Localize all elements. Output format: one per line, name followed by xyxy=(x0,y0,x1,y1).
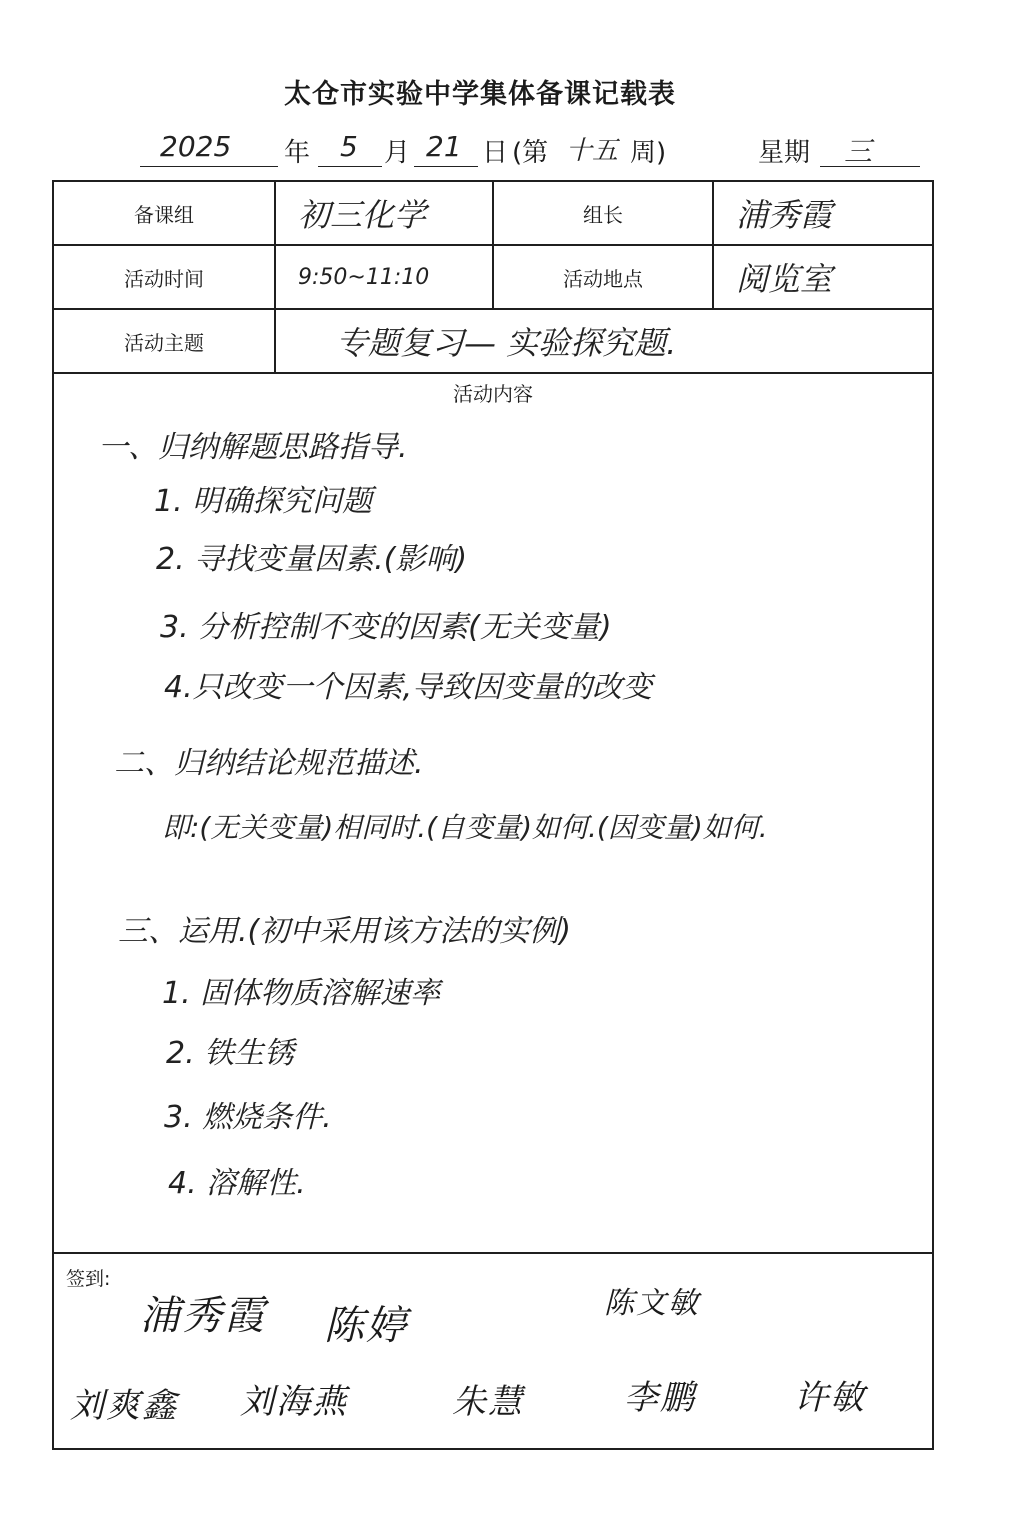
month-value: 5 xyxy=(340,130,358,163)
signature: 刘爽鑫 xyxy=(70,1386,178,1426)
signature: 陈文敏 xyxy=(604,1286,700,1321)
content-line: 即:(无关变量)相同时.(自变量)如何.(因变量)如何. xyxy=(162,811,768,844)
time-label: 活动时间 xyxy=(53,245,275,309)
month-label: 月 xyxy=(384,138,411,168)
day-value: 21 xyxy=(426,130,462,163)
content-line: 4.只改变一个因素,导致因变量的改变 xyxy=(164,670,653,705)
place-value: 阅览室 xyxy=(713,245,933,309)
content-line: 4. 溶解性. xyxy=(168,1166,306,1201)
signature: 陈婷 xyxy=(324,1303,408,1349)
date-line xyxy=(0,126,1024,170)
weekday-value: 三 xyxy=(844,135,873,168)
signature: 浦秀霞 xyxy=(140,1293,266,1339)
content-cell xyxy=(53,373,933,1253)
signature: 许敏 xyxy=(794,1378,866,1418)
content-line: 二、归纳结论规范描述. xyxy=(114,746,424,781)
topic-value: 专题复习— 实验探究题. xyxy=(275,309,933,373)
week-close: 周) xyxy=(630,138,667,168)
record-table xyxy=(52,180,934,1450)
place-label: 活动地点 xyxy=(493,245,713,309)
signature: 刘海燕 xyxy=(240,1382,348,1422)
signature: 李鹏 xyxy=(624,1378,696,1418)
week-open: (第 xyxy=(512,138,549,168)
form-title: 太仓市实验中学集体备课记载表 xyxy=(284,79,676,110)
signin-label: 签到: xyxy=(66,1268,111,1290)
topic-label: 活动主题 xyxy=(53,309,275,373)
day-label: 日 xyxy=(482,138,509,168)
content-line: 2. 铁生锈 xyxy=(166,1036,295,1071)
group-label: 备课组 xyxy=(53,181,275,245)
signin-cell xyxy=(53,1253,933,1449)
leader-label: 组长 xyxy=(493,181,713,245)
time-value: 9:50~11:10 xyxy=(275,245,493,309)
signature: 朱慧 xyxy=(452,1382,524,1422)
content-line: 3. 燃烧条件. xyxy=(164,1100,332,1135)
leader-value: 浦秀霞 xyxy=(713,181,933,245)
content-line: 1. 固体物质溶解速率 xyxy=(162,976,441,1011)
group-value: 初三化学 xyxy=(275,181,493,245)
weekday-label: 星期 xyxy=(758,138,811,168)
year-value: 2025 xyxy=(160,130,232,163)
content-line: 一、归纳解题思路指导. xyxy=(98,430,408,465)
content-line: 1. 明确探究问题 xyxy=(154,484,373,519)
content-header: 活动内容 xyxy=(453,382,533,406)
content-line: 三、运用.(初中采用该方法的实例) xyxy=(118,914,571,949)
week-value: 十五 xyxy=(566,136,619,166)
content-line: 2. 寻找变量因素.(影响) xyxy=(156,542,468,577)
content-line: 3. 分析控制不变的因素(无关变量) xyxy=(160,610,612,645)
year-label: 年 xyxy=(284,138,311,168)
